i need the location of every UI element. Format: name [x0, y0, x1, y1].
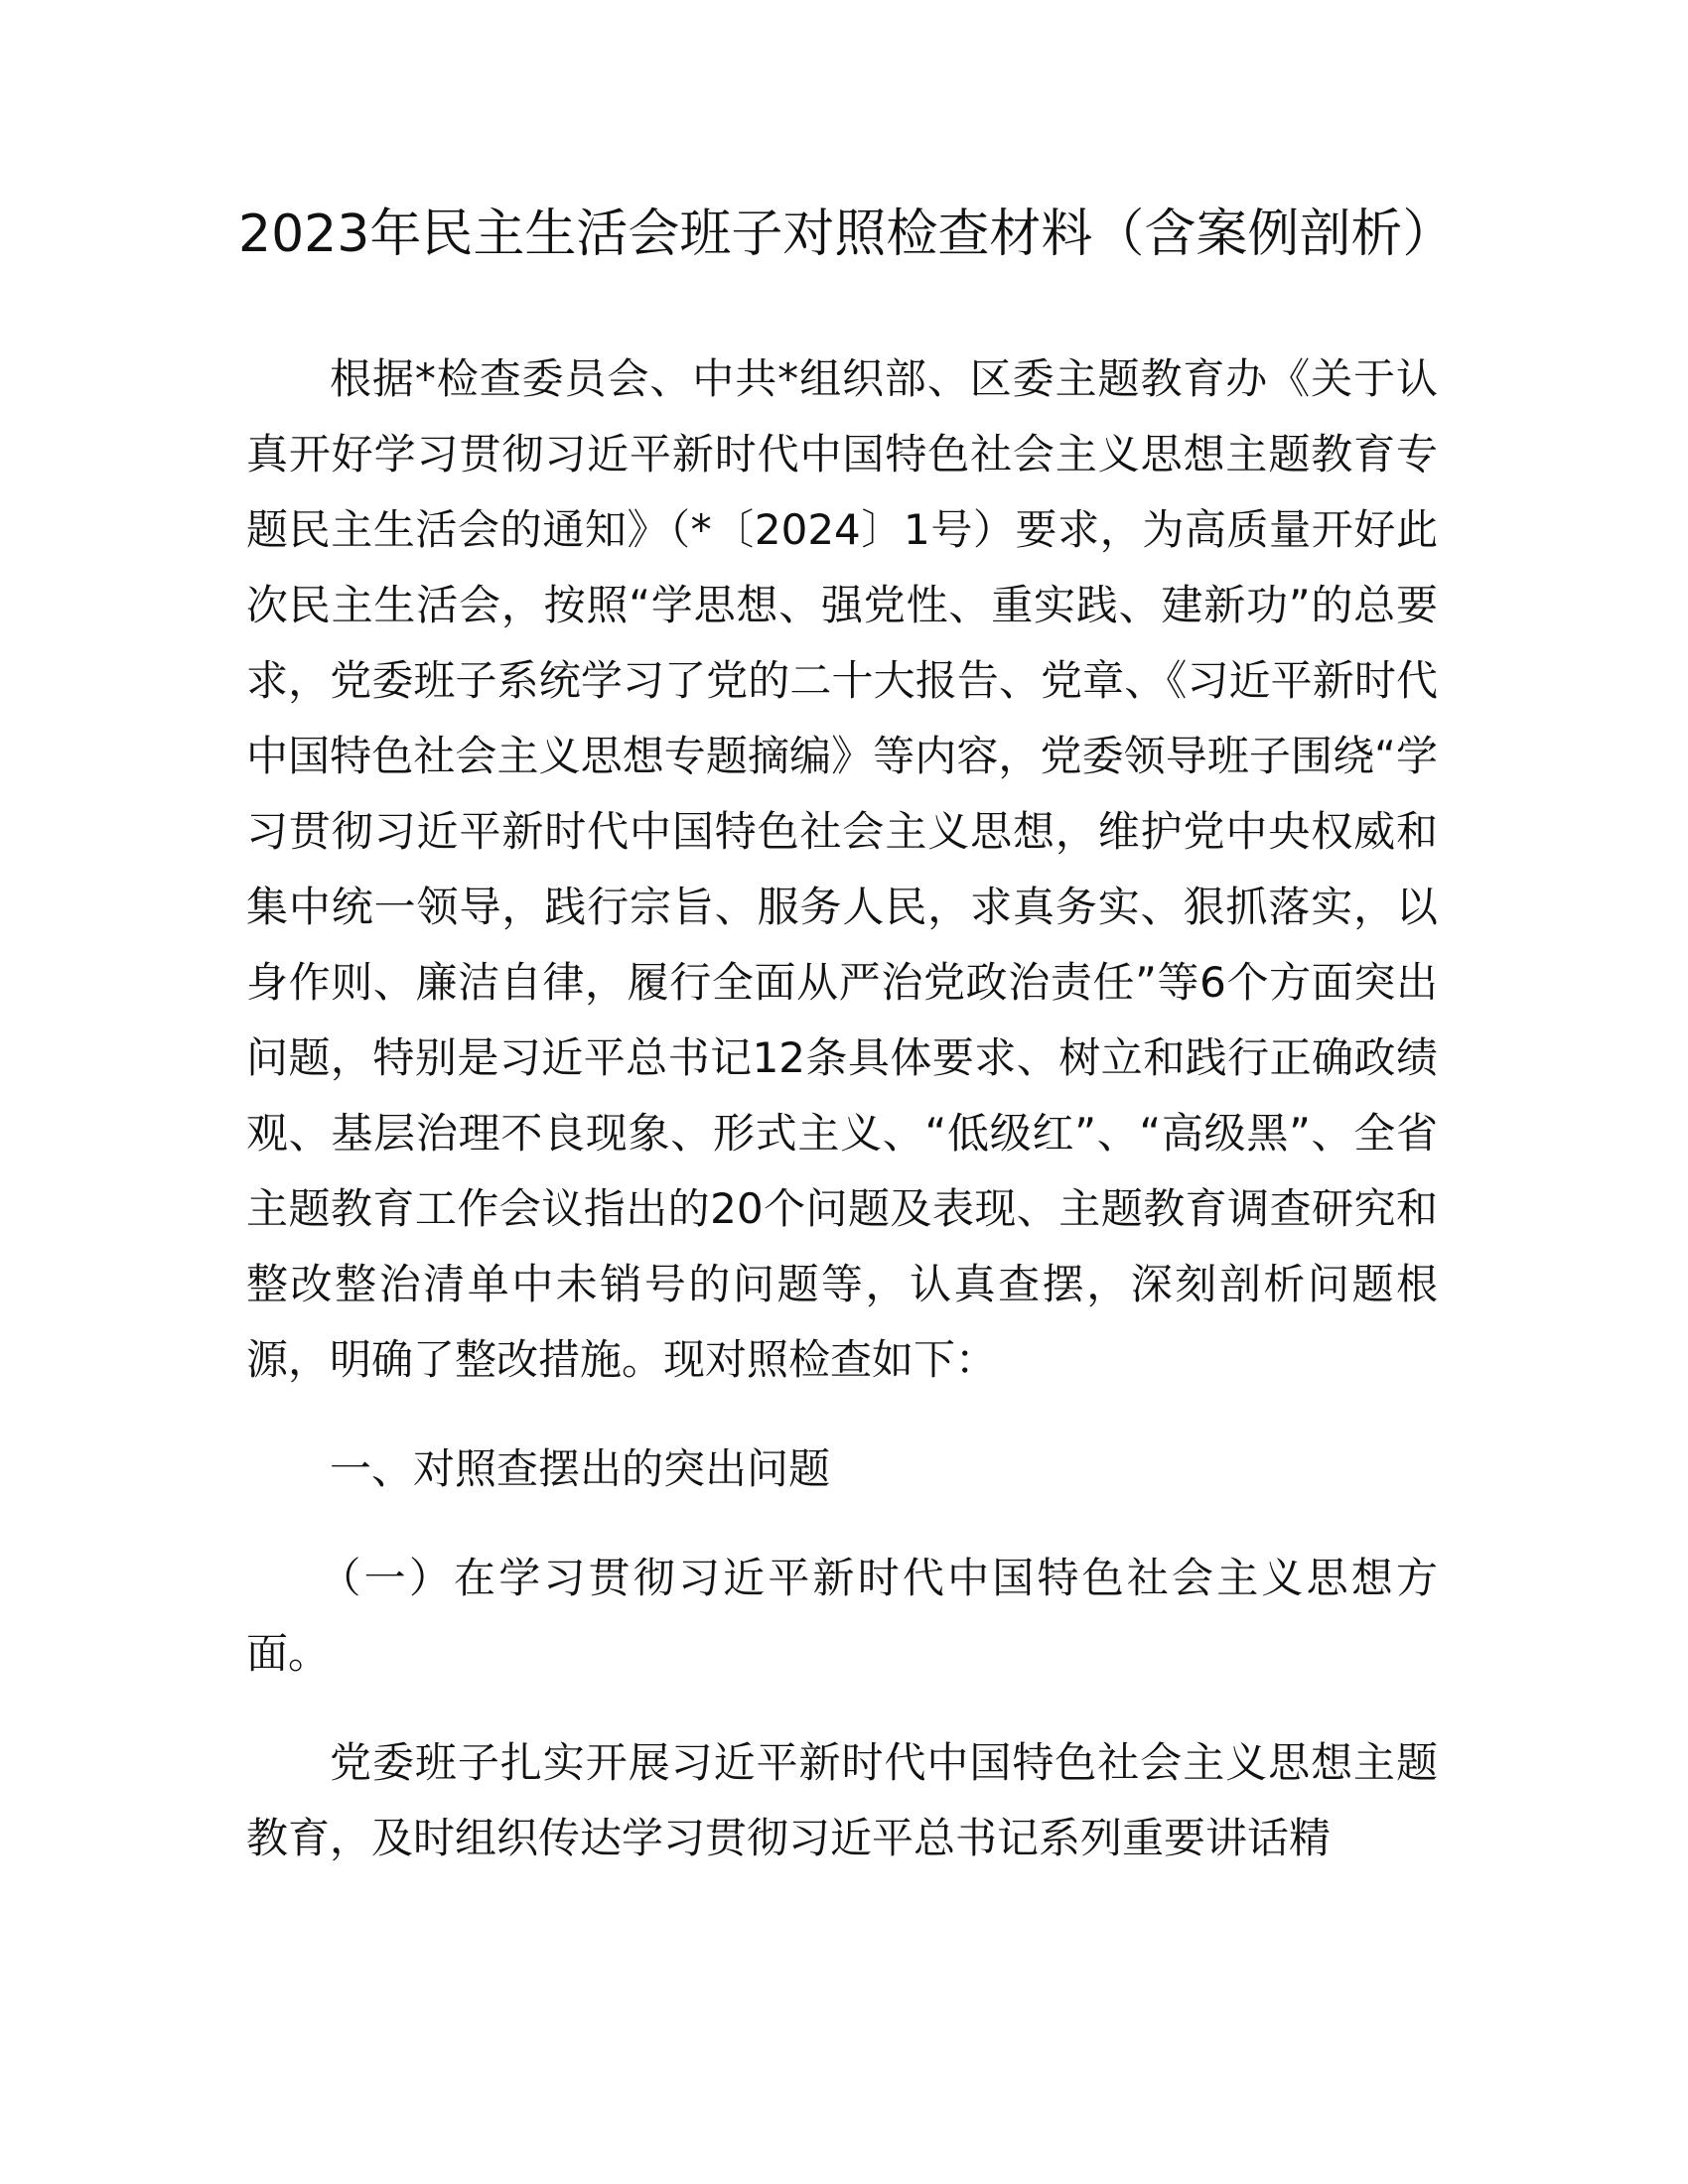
- document-body: [246, 341, 1438, 1876]
- document-title: 2023年民主生活会班子对照检查材料（含案例剖析）: [238, 205, 1455, 264]
- body-paragraph: 党委班子扎实开展习近平新时代中国特色社会主义思想主题教育，及时组织传达学习贯彻习近平总书记系列重要讲话精: [246, 1738, 1438, 1862]
- intro-paragraph: 根据*检查委员会、中共*组织部、区委主题教育办《关于认真开好学习贯彻习近平新时代中国特色社会主义思想主题教育专题民主生活会的通知》（*〔2024〕1号）要求，为高质量开好此次民主生活会，按照“学思想、强党性、重实践、建新功”的总要求，党委班子系统学习了党的二十大报告、党章、《习近平新时代中国特色社会主义思想专题摘编》等内容，党委领导班子围绕“学习贯彻习近平新时代中国特色社会主义思想，维护党中央权威和集中统一领导，践行宗旨、服务人民，求真务实、狠抓落实，以身作则、廉洁自律，履行全面从严治党政治责任”等6个方面突出问题，特别是习近平总书记12条具体要求、树立和践行正确政绩观、基层治理不良现象、形式主义、“低级红”、“高级黑”、全省主题教育工作会议指出的20个问题及表现、主题教育调查研究和整改整治清单中未销号的问题等，认真查摆，深刻剖析问题根源，明确了整改措施。现对照检查如下：: [246, 354, 1438, 1384]
- subsection-heading: （一）在学习贯彻习近平新时代中国特色社会主义思想方面。: [246, 1554, 1438, 1678]
- section-heading: 一、对照查摆出的突出问题: [330, 1444, 831, 1493]
